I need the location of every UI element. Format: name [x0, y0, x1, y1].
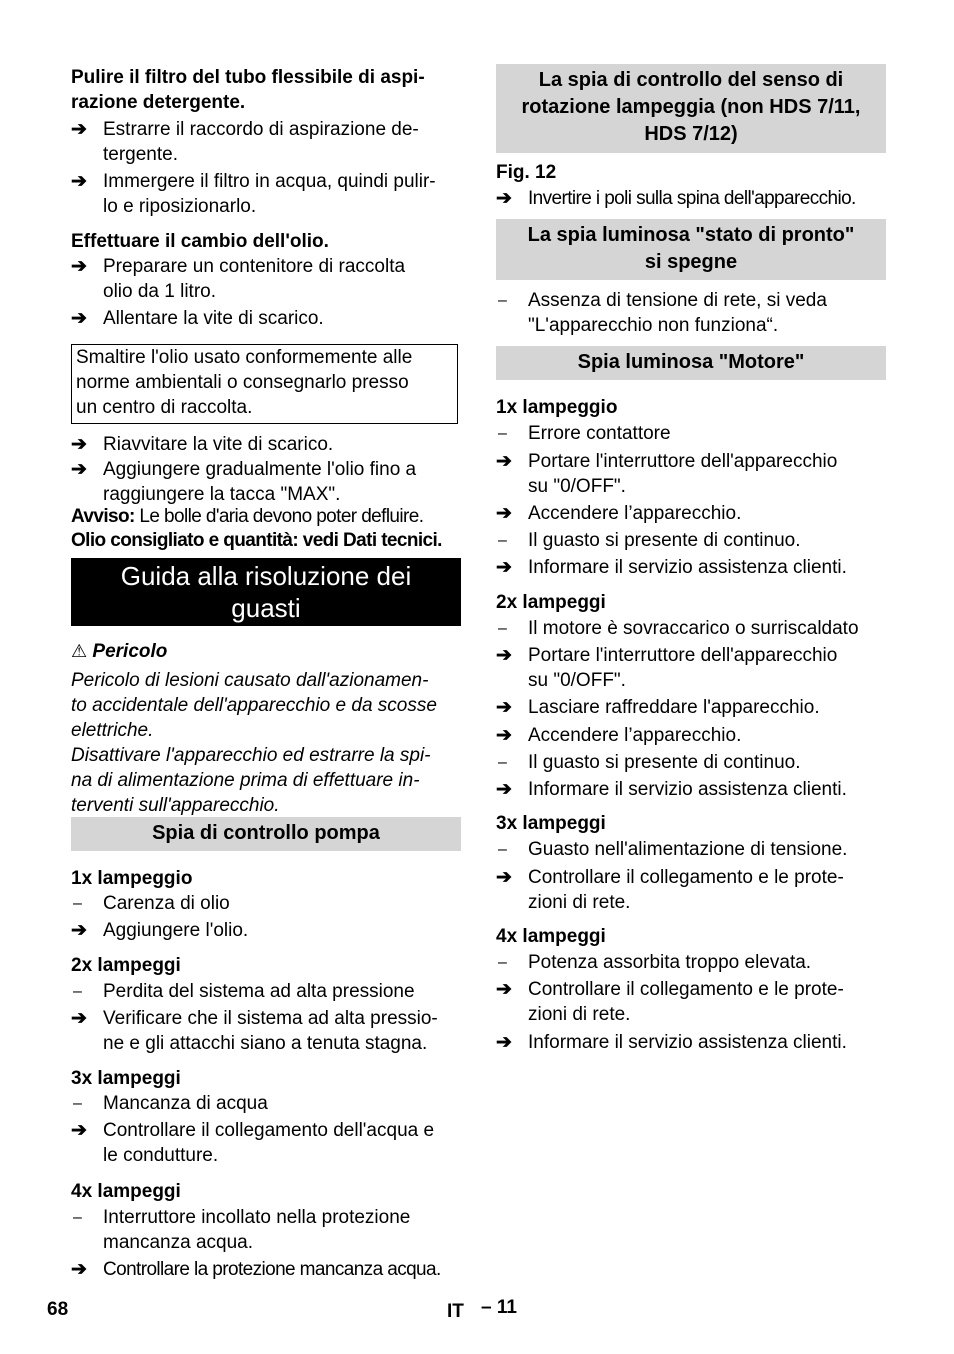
motor-2-cause: – Il motore è sovraccarico o surriscaldato — [498, 618, 859, 639]
motor-1-action-1: ➔ Portare l'interruttore dell'apparecchio su "0/OFF". — [496, 451, 838, 497]
arrow-icon: ➔ — [71, 171, 87, 192]
warning-icon: ⚠ — [71, 641, 88, 661]
arrow-icon: ➔ — [71, 256, 87, 277]
rotation-indicator-heading: La spia di controllo del senso di rotazione lampeggia (non HDS 7/11, HDS 7/12) — [496, 64, 886, 153]
motor-1-flash-title: 1x lampeggio — [496, 397, 618, 418]
notice: Avviso: Le bolle d'aria devono poter defluire. — [71, 506, 424, 527]
arrow-icon: ➔ — [71, 1008, 87, 1029]
pump-1-cause: – Carenza di olio — [73, 893, 230, 914]
disposal-note-box: Smaltire l'olio usato conformemente alle norme ambientali o consegnarlo presso un centro di raccolta. — [71, 344, 458, 424]
arrow-icon: ➔ — [496, 451, 512, 472]
rotation-action: ➔ Invertire i poli sulla spina dell'apparecchio. — [496, 188, 856, 209]
arrow-icon: ➔ — [71, 119, 87, 140]
motor-2-action-4: ➔ Informare il servizio assistenza clienti. — [496, 779, 847, 800]
pump-4-action: ➔ Controllare la protezione mancanza acqua. — [71, 1259, 441, 1280]
oil-step-3: ➔ Riavvitare la vite di scarico. — [71, 434, 334, 455]
motor-4-cause: – Potenza assorbita troppo elevata. — [498, 952, 812, 973]
recommended-oil: Olio consigliato e quantità: vedi Dati tecnici. — [71, 530, 442, 551]
motor-2-cause-2: – Il guasto si presente di continuo. — [498, 752, 801, 773]
danger-label: ⚠ Pericolo — [71, 641, 168, 662]
pump-3-flash-title: 3x lampeggi — [71, 1068, 181, 1089]
arrow-icon: ➔ — [496, 867, 512, 888]
motor-4-action-2: ➔ Informare il servizio assistenza clienti. — [496, 1032, 847, 1053]
motor-4-flash-title: 4x lampeggi — [496, 926, 606, 947]
motor-2-flash-title: 2x lampeggi — [496, 592, 606, 613]
dash-icon: – — [498, 292, 507, 309]
pump-4-flash-title: 4x lampeggi — [71, 1181, 181, 1202]
pump-1-action: ➔ Aggiungere l'olio. — [71, 920, 249, 941]
dash-icon: – — [498, 954, 507, 971]
arrow-icon: ➔ — [496, 725, 512, 746]
danger-text: Pericolo di lesioni causato dall'azionamen- to accidentale dell'apparecchio e da scosse elettriche. Disattivare l'apparecchio ed estrarre la spi- na di alimentazione prima di effettuare in- terventi sull'apparecchio. — [71, 670, 437, 816]
arrow-icon: ➔ — [496, 979, 512, 1000]
motor-2-action-2: ➔ Lasciare raffreddare l'apparecchio. — [496, 697, 820, 718]
arrow-icon: ➔ — [71, 1259, 87, 1280]
ready-indicator-heading: La spia luminosa "stato di pronto" si spegne — [496, 219, 886, 280]
figure-reference: Fig. 12 — [496, 162, 557, 183]
motor-1-action-3: ➔ Informare il servizio assistenza clienti. — [496, 557, 847, 578]
motor-indicator-heading: Spia luminosa "Motore" — [496, 346, 886, 380]
dash-icon: – — [498, 620, 507, 637]
arrow-icon: ➔ — [496, 188, 512, 209]
pump-1-flash-title: 1x lampeggio — [71, 868, 193, 889]
oil-step-1: ➔ Preparare un contenitore di raccolta olio da 1 litro. — [71, 256, 406, 302]
dash-icon: – — [498, 754, 507, 771]
motor-1-action-2: ➔ Accendere l’apparecchio. — [496, 503, 742, 524]
arrow-icon: ➔ — [496, 503, 512, 524]
dash-icon: – — [73, 1095, 82, 1112]
pump-2-flash-title: 2x lampeggi — [71, 955, 181, 976]
pump-4-cause: – Interruttore incollato nella protezione mancanza acqua. — [73, 1207, 411, 1253]
arrow-icon: ➔ — [71, 434, 87, 455]
arrow-icon: ➔ — [71, 920, 87, 941]
dash-icon: – — [498, 532, 507, 549]
motor-1-cause-2: – Il guasto si presente di continuo. — [498, 530, 801, 551]
dash-icon: – — [498, 425, 507, 442]
motor-3-action-1: ➔ Controllare il collegamento e le prote- zioni di rete. — [496, 867, 844, 913]
pump-3-action: ➔ Controllare il collegamento dell'acqua e le condutture. — [71, 1120, 435, 1166]
arrow-icon: ➔ — [71, 308, 87, 329]
dash-icon: – — [73, 983, 82, 1000]
motor-3-flash-title: 3x lampeggi — [496, 813, 606, 834]
dash-icon: – — [73, 1209, 82, 1226]
arrow-icon: ➔ — [496, 645, 512, 666]
oil-step-4: ➔ Aggiungere gradualmente l'olio fino a raggiungere la tacca "MAX". — [71, 459, 417, 505]
arrow-icon: ➔ — [496, 779, 512, 800]
language-code: IT — [447, 1301, 464, 1322]
pump-indicator-heading: Spia di controllo pompa — [71, 817, 461, 851]
arrow-icon: ➔ — [496, 697, 512, 718]
pump-2-action: ➔ Verificare che il sistema ad alta pressio- ne e gli attacchi siano a tenuta stagna. — [71, 1008, 438, 1054]
filter-step-1: ➔ Estrarre il raccordo di aspirazione de- tergente. — [71, 119, 419, 165]
filter-section-title: Pulire il filtro del tubo flessibile di aspi- razione detergente. — [71, 67, 425, 113]
arrow-icon: ➔ — [71, 459, 87, 480]
motor-2-action-1: ➔ Portare l'interruttore dell'apparecchio su "0/OFF". — [496, 645, 838, 691]
page-number: 68 — [47, 1299, 69, 1320]
dash-icon: – — [73, 895, 82, 912]
oil-change-title: Effettuare il cambio dell'olio. — [71, 231, 329, 252]
motor-4-action-1: ➔ Controllare il collegamento e le prote- zioni di rete. — [496, 979, 844, 1025]
filter-step-2: ➔ Immergere il filtro in acqua, quindi pulir- lo e riposizionarlo. — [71, 171, 436, 217]
oil-step-2: ➔ Allentare la vite di scarico. — [71, 308, 324, 329]
motor-3-cause: – Guasto nell'alimentazione di tensione. — [498, 839, 848, 860]
ready-cause: – Assenza di tensione di rete, si veda "L'apparecchio non funziona“. — [498, 290, 827, 336]
troubleshooting-heading: Guida alla risoluzione dei guasti — [71, 558, 461, 626]
arrow-icon: ➔ — [71, 1120, 87, 1141]
motor-1-cause: – Errore contattore — [498, 423, 671, 444]
arrow-icon: ➔ — [496, 557, 512, 578]
pump-3-cause: – Mancanza di acqua — [73, 1093, 268, 1114]
dash-icon: – — [498, 841, 507, 858]
motor-2-action-3: ➔ Accendere l’apparecchio. — [496, 725, 742, 746]
arrow-icon: ➔ — [496, 1032, 512, 1053]
section-page-number: – 11 — [481, 1297, 517, 1318]
pump-2-cause: – Perdita del sistema ad alta pressione — [73, 981, 415, 1002]
